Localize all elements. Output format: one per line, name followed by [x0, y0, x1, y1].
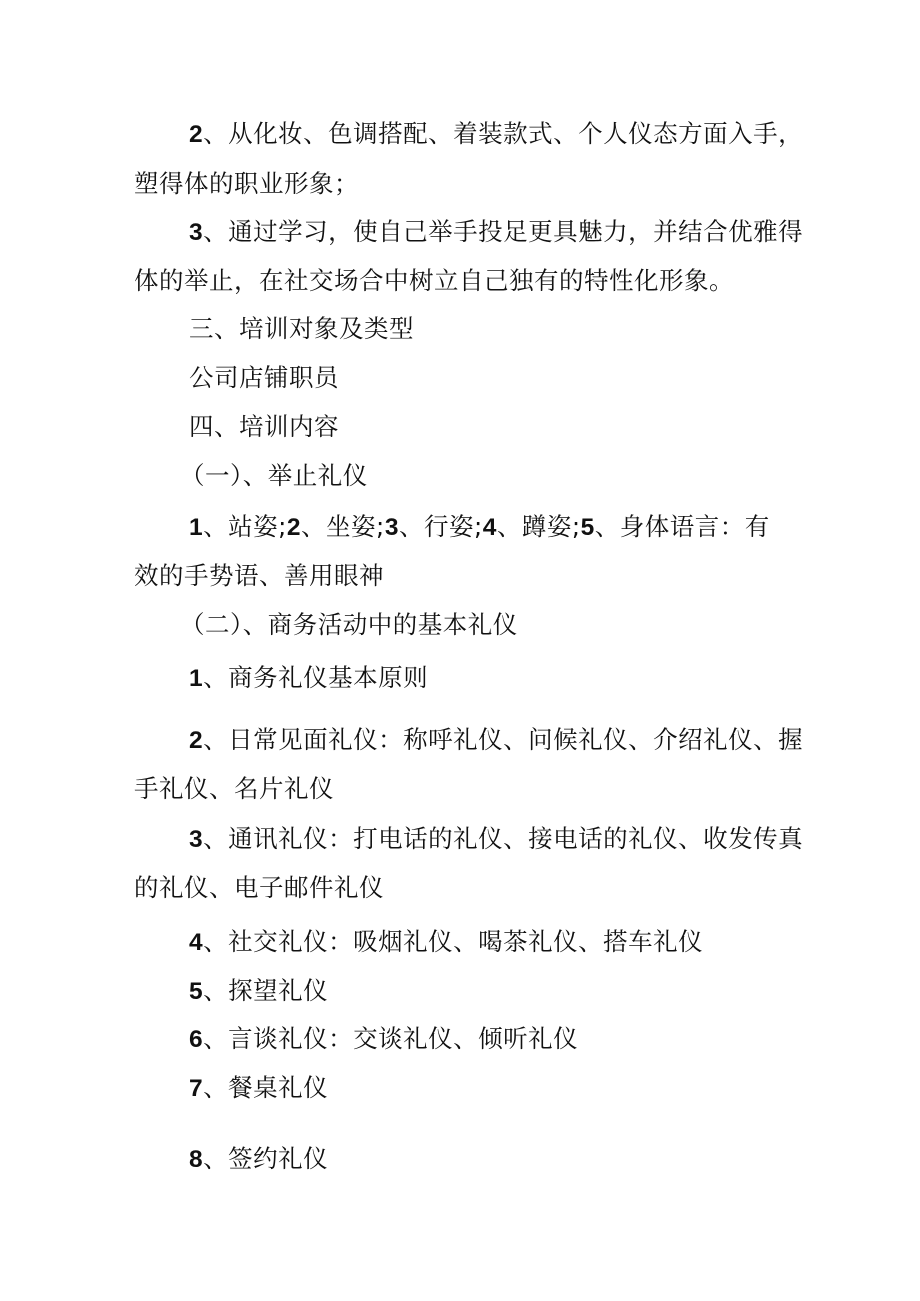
list-item-text: 、商务礼仪基本原则: [203, 663, 429, 692]
paragraph-text: 塑得体的职业形象；: [134, 169, 359, 198]
section-heading: 四、培训内容: [189, 412, 339, 441]
list-number: 4: [189, 929, 204, 956]
paragraph-line: [134, 264, 920, 298]
list-number: 4: [482, 514, 497, 541]
paragraph-text: 公司店铺职员: [189, 363, 339, 392]
list-item: [189, 822, 920, 857]
list-item-text: 、探望礼仪: [203, 976, 329, 1005]
list-item-continuation: 的礼仪、电子邮件礼仪: [134, 873, 384, 902]
subsection-heading: （一）、举止礼仪: [180, 461, 368, 490]
list-number: 3: [189, 219, 204, 246]
list-item: [189, 974, 920, 1009]
list-number: 2: [189, 121, 204, 148]
list-item: [189, 1022, 920, 1057]
list-item: [189, 1142, 920, 1177]
list-number: 2: [189, 727, 204, 754]
list-item-text: 、日常见面礼仪：称呼礼仪、问候礼仪、介绍礼仪、握: [203, 725, 804, 754]
list-item: [189, 925, 920, 960]
paragraph-text: 、身体语言：有: [594, 512, 770, 541]
paragraph-text: 、从化妆、色调搭配、着装款式、个人仪态方面入手，: [203, 119, 804, 148]
list-number: 5: [580, 514, 595, 541]
list-item-text: 、社交礼仪：吸烟礼仪、喝茶礼仪、搭车礼仪: [203, 927, 704, 956]
list-number: 2: [286, 514, 302, 541]
list-number: 1: [189, 514, 204, 541]
paragraph-text: 、行姿;: [398, 512, 483, 541]
paragraph-line: [189, 510, 920, 545]
list-item-continuation: 手礼仪、名片礼仪: [134, 774, 334, 803]
list-number: 3: [189, 826, 204, 853]
list-number: 1: [189, 665, 204, 692]
paragraph-text: 、蹲姿;: [496, 512, 581, 541]
paragraph-line: [134, 167, 920, 201]
list-number: 8: [189, 1146, 204, 1173]
list-item-text: 、签约礼仪: [203, 1144, 329, 1173]
list-item: [189, 723, 920, 758]
list-item-text: 、餐桌礼仪: [203, 1073, 329, 1102]
list-number: 5: [189, 978, 204, 1005]
section-heading: 三、培训对象及类型: [189, 314, 414, 343]
list-number: 6: [189, 1026, 204, 1053]
list-item-text: 、言谈礼仪：交谈礼仪、倾听礼仪: [203, 1024, 579, 1053]
paragraph-text: 效的手势语、善用眼神: [134, 561, 384, 590]
list-number: 7: [189, 1075, 204, 1102]
list-number: 3: [384, 514, 399, 541]
paragraph-text: 、通过学习，使自己举手投足更具魅力，并结合优雅得: [203, 217, 804, 246]
paragraph-line: [189, 117, 920, 152]
paragraph-text: 体的举止，在社交场合中树立自己独有的特性化形象。: [134, 266, 734, 295]
paragraph-line: [189, 215, 920, 250]
list-item: [189, 661, 920, 696]
paragraph-text: 、站姿;: [203, 512, 287, 541]
list-item-text: 、通讯礼仪：打电话的礼仪、接电话的礼仪、收发传真: [203, 824, 804, 853]
list-item: [189, 1071, 920, 1106]
paragraph-text: 、坐姿;: [301, 512, 385, 541]
subsection-heading: （二）、商务活动中的基本礼仪: [180, 610, 518, 639]
paragraph-line: [134, 559, 920, 593]
